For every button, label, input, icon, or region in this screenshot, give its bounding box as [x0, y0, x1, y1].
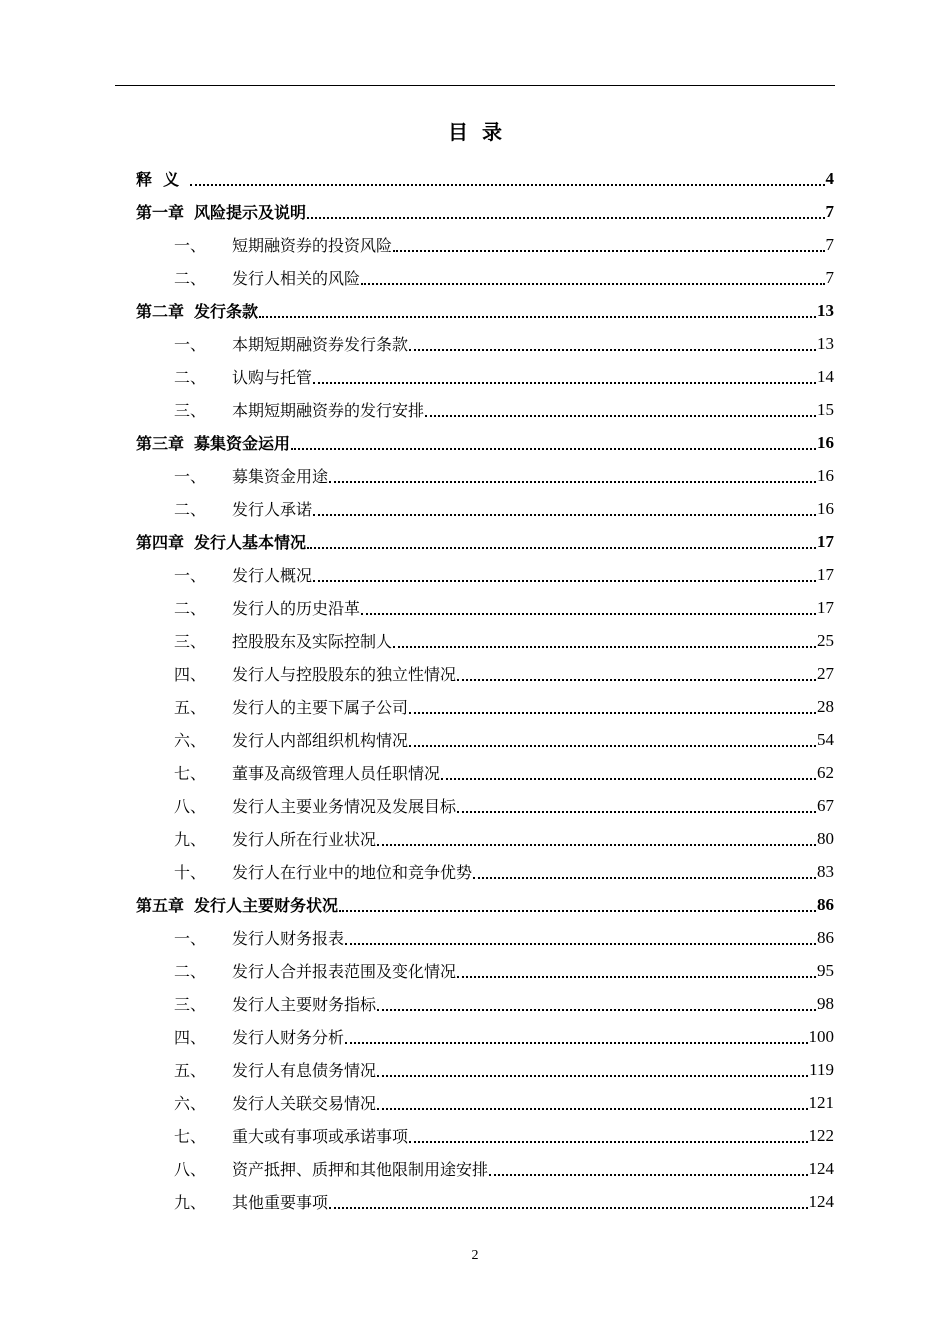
dot-leader: [377, 1075, 808, 1077]
toc-entry-title: 发行人概况: [232, 566, 313, 585]
toc-entry-number: 六、: [174, 731, 207, 750]
page-number: 2: [471, 1248, 479, 1263]
toc-entry-title: 控股股东及实际控制人: [232, 632, 393, 651]
toc-entry-title: 发行人相关的风险: [232, 269, 361, 288]
toc-entry-title: 发行人内部组织机构情况: [232, 731, 409, 750]
dot-leader: [313, 382, 816, 384]
toc-entry-page: 124: [808, 1191, 834, 1211]
toc-entry-number: 十、: [174, 863, 207, 882]
dot-leader: [345, 943, 816, 945]
toc-entry-number: 一、: [174, 566, 207, 585]
toc-section-entry[interactable]: [174, 657, 834, 690]
toc-chapter-entry[interactable]: [136, 294, 834, 327]
toc-entry-page: 16: [817, 498, 834, 518]
toc-entry-number: 四、: [174, 1028, 207, 1047]
toc-entry-page: 25: [817, 630, 834, 650]
toc-entry-page: 14: [817, 366, 834, 386]
toc-entry-number: 三、: [174, 632, 207, 651]
dot-leader: [409, 712, 816, 714]
toc-entry-number: 一、: [174, 467, 207, 486]
toc-entry-number: 九、: [174, 830, 207, 849]
toc-entry-page: 7: [825, 234, 834, 254]
toc-entry-title: 本期短期融资券发行条款: [232, 335, 409, 354]
toc-section-entry[interactable]: [174, 261, 834, 294]
toc-entry-page: 15: [817, 399, 834, 419]
toc-entry-title: 本期短期融资券的发行安排: [232, 401, 425, 420]
toc-entry-title: 发行人基本情况: [194, 533, 307, 552]
dot-leader: [473, 877, 816, 879]
toc-entry-page: 17: [817, 531, 834, 551]
toc-section-entry[interactable]: [174, 393, 834, 426]
dot-leader: [291, 448, 816, 450]
toc-entry-title: 发行人与控股股东的独立性情况: [232, 665, 457, 684]
toc-entry-number: 一、: [174, 335, 207, 354]
dot-leader: [489, 1174, 807, 1176]
dot-leader: [361, 283, 824, 285]
toc-entry-page: 27: [817, 663, 834, 683]
toc-section-entry[interactable]: [174, 756, 834, 789]
dot-leader: [307, 217, 824, 219]
toc-entry-number: 二、: [174, 500, 207, 519]
toc-entry-title: 其他重要事项: [232, 1193, 329, 1212]
dot-leader: [339, 910, 816, 912]
toc-entry-page: 86: [817, 894, 834, 914]
dot-leader: [457, 679, 816, 681]
toc-entry-title: 发行人有息债务情况: [232, 1061, 377, 1080]
toc-entry-title: 发行人关联交易情况: [232, 1094, 377, 1113]
toc-entry-title: 发行条款: [194, 302, 259, 321]
toc-section-entry[interactable]: [174, 855, 834, 888]
toc-entry-page: 28: [817, 696, 834, 716]
toc-entry-title: 发行人的历史沿革: [232, 599, 361, 618]
toc-section-entry[interactable]: [174, 1086, 834, 1119]
toc-entry-number: 三、: [174, 995, 207, 1014]
toc-entry-page: 121: [808, 1092, 834, 1112]
toc-entry-page: 86: [817, 927, 834, 947]
toc-entry-number: 二、: [174, 599, 207, 618]
toc-entry-number: 一、: [174, 929, 207, 948]
toc-entry-page: 98: [817, 993, 834, 1013]
toc-entry-title: 发行人的主要下属子公司: [232, 698, 409, 717]
toc-section-entry[interactable]: [174, 822, 834, 855]
toc-entry-title: 董事及高级管理人员任职情况: [232, 764, 441, 783]
toc-entry-page: 83: [817, 861, 834, 881]
dot-leader: [329, 481, 816, 483]
toc-entry-number: 第三章: [136, 434, 185, 453]
toc-entry-title: 募集资金运用: [194, 434, 291, 453]
toc-section-entry[interactable]: [174, 690, 834, 723]
toc-entry-page: 7: [825, 201, 834, 221]
toc-entry-page: 17: [817, 564, 834, 584]
toc-entry-title: 发行人合并报表范围及变化情况: [232, 962, 457, 981]
toc-section-entry[interactable]: [174, 228, 834, 261]
dot-leader: [457, 811, 816, 813]
toc-section-entry[interactable]: [174, 1152, 834, 1185]
toc-entry-number: 二、: [174, 368, 207, 387]
toc-entry-title: 募集资金用途: [232, 467, 329, 486]
toc-entry-number: 三、: [174, 401, 207, 420]
toc-entry-number: 第一章: [136, 203, 185, 222]
toc-entry-page: 124: [808, 1158, 834, 1178]
toc-section-entry[interactable]: [174, 1185, 834, 1218]
dot-leader: [377, 1009, 816, 1011]
toc-entry-title: 重大或有事项或承诺事项: [232, 1127, 409, 1146]
dot-leader: [393, 250, 824, 252]
toc-entry-number: 八、: [174, 1160, 207, 1179]
toc-entry-title: 发行人承诺: [232, 500, 313, 519]
toc-entry-page: 122: [808, 1125, 834, 1145]
toc-entry-number: 五、: [174, 698, 207, 717]
toc-entry-number: 四、: [174, 665, 207, 684]
toc-section-entry[interactable]: [174, 789, 834, 822]
dot-leader: [345, 1042, 807, 1044]
toc-entry-title: 发行人财务报表: [232, 929, 345, 948]
toc-entry-number: 二、: [174, 962, 207, 981]
toc-entry-title: 发行人主要财务指标: [232, 995, 377, 1014]
toc-entry-page: 95: [817, 960, 834, 980]
toc-entry-page: 16: [817, 465, 834, 485]
toc-entry-page: 13: [817, 300, 834, 320]
toc-entry-page: 17: [817, 597, 834, 617]
dot-leader: [307, 547, 816, 549]
toc-entry-title: 资产抵押、质押和其他限制用途安排: [232, 1160, 489, 1179]
toc-entry-number: 八、: [174, 797, 207, 816]
toc-section-entry[interactable]: [174, 327, 834, 360]
dot-leader: [190, 184, 824, 186]
dot-leader: [313, 514, 816, 516]
toc-chapter-entry[interactable]: [136, 525, 834, 558]
toc-entry-page: 67: [817, 795, 834, 815]
toc-entry-number: 一、: [174, 236, 207, 255]
toc-section-entry[interactable]: [174, 1119, 834, 1152]
toc-section-entry[interactable]: [174, 921, 834, 954]
toc-entry-number: 第四章: [136, 533, 185, 552]
toc-entry-page: 16: [817, 432, 834, 452]
dot-leader: [329, 1207, 807, 1209]
dot-leader: [441, 778, 816, 780]
toc-entry-page: 100: [808, 1026, 834, 1046]
dot-leader: [409, 745, 816, 747]
dot-leader: [313, 580, 816, 582]
dot-leader: [377, 1108, 807, 1110]
toc-chapter-entry[interactable]: [136, 162, 834, 195]
toc-section-entry[interactable]: [174, 723, 834, 756]
toc-entry-title: 认购与托管: [232, 368, 313, 387]
dot-leader: [457, 976, 816, 978]
toc-chapter-entry[interactable]: [136, 426, 834, 459]
toc-entry-number: 七、: [174, 1127, 207, 1146]
toc-entry-number: 释 义: [136, 170, 180, 189]
toc-chapter-entry[interactable]: [136, 195, 834, 228]
toc-entry-number: 九、: [174, 1193, 207, 1212]
toc-entry-title: 发行人财务分析: [232, 1028, 345, 1047]
toc-entry-number: 五、: [174, 1061, 207, 1080]
toc-entry-number: 二、: [174, 269, 207, 288]
toc-section-entry[interactable]: [174, 492, 834, 525]
toc-entry-title: 发行人主要业务情况及发展目标: [232, 797, 457, 816]
dot-leader: [259, 316, 816, 318]
toc-section-entry[interactable]: [174, 624, 834, 657]
toc-section-entry[interactable]: [174, 360, 834, 393]
toc-entry-page: 7: [825, 267, 834, 287]
dot-leader: [377, 844, 816, 846]
toc-section-entry[interactable]: [174, 558, 834, 591]
toc-section-entry[interactable]: [174, 987, 834, 1020]
toc-chapter-entry[interactable]: [136, 888, 834, 921]
toc-section-entry[interactable]: [174, 954, 834, 987]
header-rule: [115, 85, 835, 86]
toc-entry-number: 七、: [174, 764, 207, 783]
toc-section-entry[interactable]: [174, 459, 834, 492]
dot-leader: [409, 1141, 807, 1143]
dot-leader: [409, 349, 816, 351]
toc-entry-page: 54: [817, 729, 834, 749]
toc-entry-page: 119: [809, 1059, 834, 1079]
toc-entry-number: 第五章: [136, 896, 185, 915]
toc-entry-title: 短期融资券的投资风险: [232, 236, 393, 255]
toc-entry-page: 13: [817, 333, 834, 353]
toc-entry-title: 发行人所在行业状况: [232, 830, 377, 849]
toc-entry-title: 风险提示及说明: [194, 203, 307, 222]
dot-leader: [361, 613, 816, 615]
toc-section-entry[interactable]: [174, 1020, 834, 1053]
toc-entry-page: 62: [817, 762, 834, 782]
toc-entry-number: 六、: [174, 1094, 207, 1113]
toc-entry-page: 4: [825, 168, 834, 188]
toc-entry-number: 第二章: [136, 302, 185, 321]
toc-section-entry[interactable]: [174, 1053, 834, 1086]
toc-title: 目录: [448, 120, 516, 144]
toc-entry-title: 发行人在行业中的地位和竞争优势: [232, 863, 473, 882]
dot-leader: [393, 646, 816, 648]
dot-leader: [425, 415, 816, 417]
toc-section-entry[interactable]: [174, 591, 834, 624]
toc-entry-title: 发行人主要财务状况: [194, 896, 339, 915]
toc-entry-page: 80: [817, 828, 834, 848]
